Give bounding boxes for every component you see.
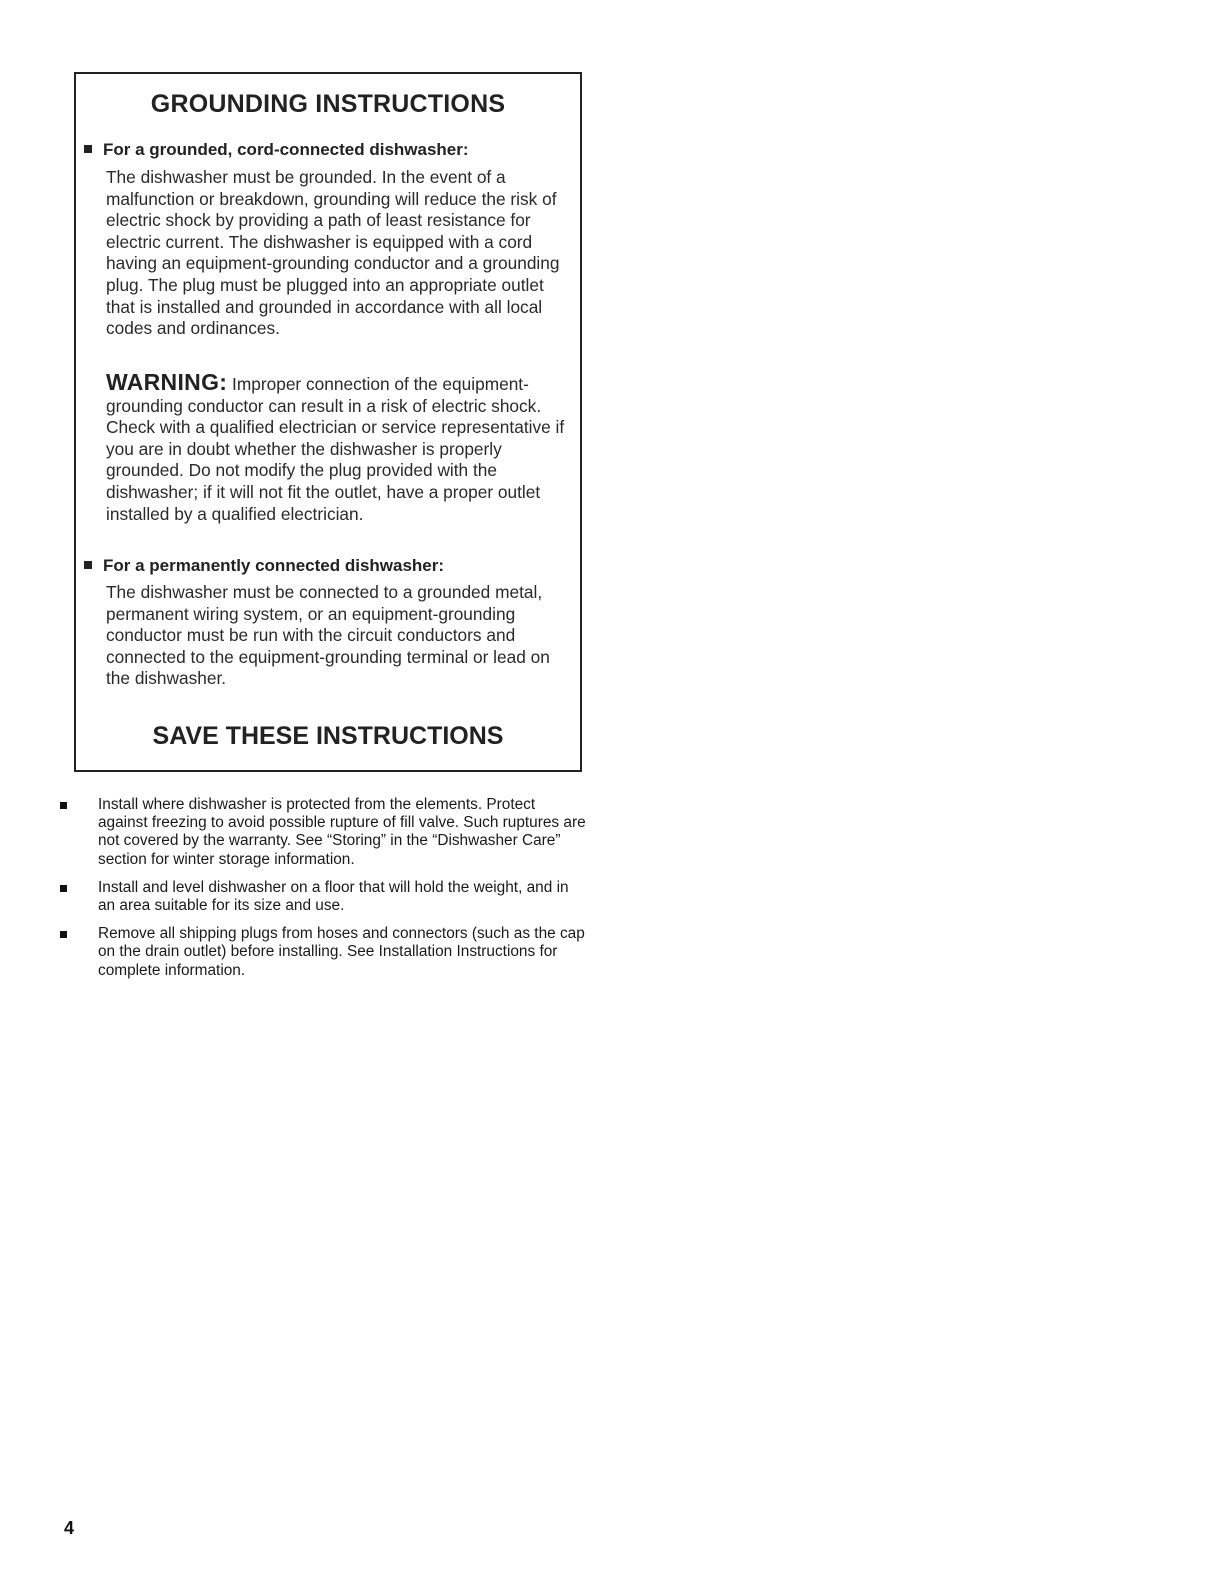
grounding-instructions-title: GROUNDING INSTRUCTIONS — [150, 90, 506, 118]
save-instructions-footer: SAVE THESE INSTRUCTIONS — [152, 722, 504, 750]
bullet-square-icon — [60, 931, 67, 938]
permanent-connection-heading — [84, 556, 444, 576]
bullet-square-icon — [84, 145, 92, 153]
install-notes-list — [58, 796, 588, 990]
list-item — [58, 879, 588, 915]
warning-text: Improper connection of the equipment-grounding conductor can result in a risk of electric shock. Check with a qualified electrician or service representative if you are in doubt whether the dishwasher is properly grounded. Do not modify the plug provided with the dishwasher; if it will not fit the outlet, have a proper outlet installed by a qualified electrician. — [106, 374, 565, 524]
list-item — [58, 796, 588, 869]
permanent-connection-heading-text: For a permanently connected dishwasher: — [103, 556, 445, 575]
warning-label: WARNING: — [106, 369, 228, 395]
grounded-cord-paragraph: The dishwasher must be grounded. In the event of a malfunction or breakdown, grounding will reduce the risk of electric shock by providing a path of least resistance for electric current. The dishwasher is equipped with a cord having an equipment-grounding conductor and a grounding plug. The plug must be plugged into an appropriate outlet that is installed and grounded in accordance with all local codes and ordinances. — [106, 167, 560, 339]
warning-paragraph — [106, 369, 576, 525]
grounded-cord-heading-text: For a grounded, cord-connected dishwasher: — [103, 140, 469, 159]
grounding-instructions-box — [74, 72, 582, 772]
list-item — [58, 925, 588, 980]
bullet-square-icon — [60, 802, 67, 809]
list-item-text: Remove all shipping plugs from hoses and connectors (such as the cap on the drain outlet) before installing. See Installation Instructions for complete information. — [98, 925, 585, 979]
list-item-text: Install where dishwasher is protected from the elements. Protect against freezing to avoid possible rupture of fill valve. Such ruptures are not covered by the warranty. See “Storing” in the “Dishwasher Care” section for winter storage information. — [98, 796, 586, 868]
bullet-square-icon — [60, 885, 67, 892]
page-number: 4 — [64, 1518, 75, 1538]
list-item-text: Install and level dishwasher on a floor that will hold the weight, and in an area suitable for its size and use. — [98, 878, 569, 915]
bullet-square-icon — [84, 561, 92, 569]
grounded-cord-heading — [84, 140, 469, 160]
permanent-connection-paragraph: The dishwasher must be connected to a grounded metal, permanent wiring system, or an equipment-grounding conductor must be run with the circuit conductors and connected to the equipment-grounding terminal or lead on the dishwasher. — [106, 582, 550, 689]
